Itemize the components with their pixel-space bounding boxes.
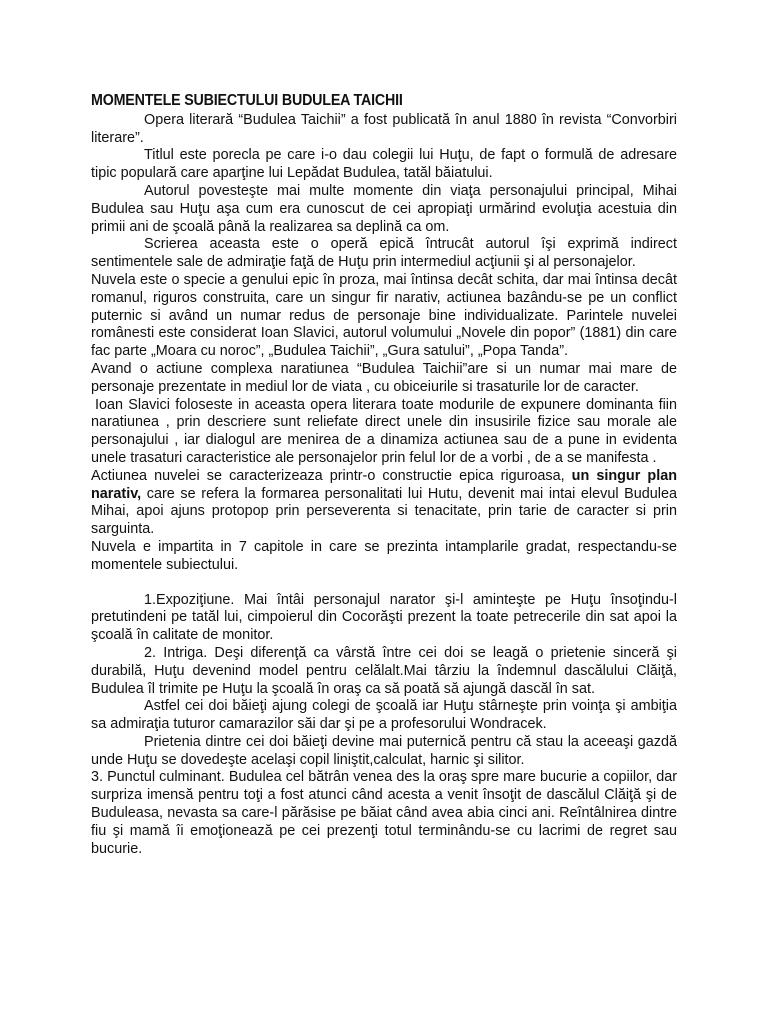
paragraph: Scrierea aceasta este o operă epică întrucât autorul îşi exprimă indirect sentimentele sale de admiraţie faţă de Huţu prin intermediul acţiunii şi al personajelor. [91,236,677,271]
paragraph: Astfel cei doi băieţi ajung colegi de şcoală iar Huţu stârneşte prin voinţa şi ambiţia sa admiraţia tuturor camarazilor săi dar şi pe a profesorului Wondracek. [91,698,677,733]
paragraph: Opera literară “Budulea Taichii” a fost publicată în anul 1880 în revista “Convorbiri literare”. [91,111,677,146]
document-title: MOMENTELE SUBIECTULUI BUDULEA TAICHII [91,92,403,109]
paragraph: Titlul este porecla pe care i-o dau colegii lui Huţu, de fapt o formulă de adresare tipic populară care aparţine lui Lepădat Budulea, tatăl băiatului. [91,147,677,182]
paragraph: 1.Expoziţiune. Mai întâi personajul narator şi-l aminteşte pe Huţu însoţindu-l pretutindeni pe tatăl lui, cimpoierul din Cocorăşti prezent la toate petrecerile din sat apoi la şcoală în calitate de monitor. [91,591,677,644]
blank-line [91,575,677,592]
paragraph-text: care se refera la formarea personalitati lui Hutu, devenit mai intai elevul Budulea Mihai, apoi ajuns protopop prin perseverenta si tenacitate, prin tarie de caracter si prin sarguinta. [91,485,677,538]
paragraph: Ioan Slavici foloseste in aceasta opera literara toate modurile de expunere dominanta fiin naratiunea , prin descriere sunt reliefate direct unele din insusirile fizice sau morale ale personajului , iar dialogul are menirea de a dinamiza actiunea sau de a pune in evidenta unele trasaturi caracteristice ale personajelor prin felul lor de a vorbi , de a se manifesta . [91,396,677,466]
paragraph: Autorul povesteşte mai multe momente din viaţa personajului principal, Mihai Budulea sau Huţu aşa cum era cunoscut de cei apropiaţi urmărind evoluţia acestuia din primii ani de şcoală până la realizarea sa deplină ca om. [91,182,677,235]
paragraph: Avand o actiune complexa naratiunea “Budulea Taichii”are si un numar mai mare de personaje prezentate in mediul lor de viata , cu obiceiurile si trasaturile lor de caracter. [91,360,677,395]
document-page [91,92,677,858]
paragraph-with-emphasis [91,468,677,539]
paragraph: Prietenia dintre cei doi băieţi devine mai puternică pentru că stau la aceeaşi gazdă unde Huţu se dovedeşte acelaşi copil liniştit,calculat, harnic şi silitor. [91,733,677,768]
paragraph-text: Actiunea nuvelei se caracterizeaza printr-o constructie epica riguroasa, [91,467,572,484]
emphasis-text: un singur plan narativ, [91,467,677,502]
paragraph: Nuvela este o specie a genului epic în proza, mai întinsa decât schita, dar mai întinsa decât romanul, riguros construita, care un singur fir narativ, actiunea bazându-se pe un conflict puternic si având un numar redus de personaje bine individualizate. Parintele nuvelei românesti este considerat Ioan Slavici, autorul volumului „Novele din popor” (1881) din care fac parte „Moara cu noroc”, „Budulea Taichii”, „Gura satului”, „Popa Tanda”. [91,271,677,360]
paragraph: 2. Intriga. Deşi diferenţă ca vârstă între cei doi se leagă o prietenie sinceră şi durabilă, Huţu devenind model pentru celălalt.Mai târziu la îndemnul dascălului Clăiţă, Budulea îl trimite pe Huţu la şcoală în oraş ca să poată să ajungă dascăl în sat. [91,644,677,697]
paragraph: Nuvela e impartita in 7 capitole in care se prezinta intamplarile gradat, respectandu-se momentele subiectului. [91,538,677,573]
paragraph: 3. Punctul culminant. Budulea cel bătrân venea des la oraş spre mare bucurie a copiilor, dar surpriza imensă pentru toţi a fost atunci când acesta a venit însoţit de dascălul Clăiţă şi de Buduleasa, nevasta sa care-l părăsise pe băiat când avea abia cinci ani. Reîntâlnirea dintre fiu şi mamă îi emoţionează pe cei prezenţi totul terminându-se cu lacrimi de regret sau bucurie. [91,769,677,857]
